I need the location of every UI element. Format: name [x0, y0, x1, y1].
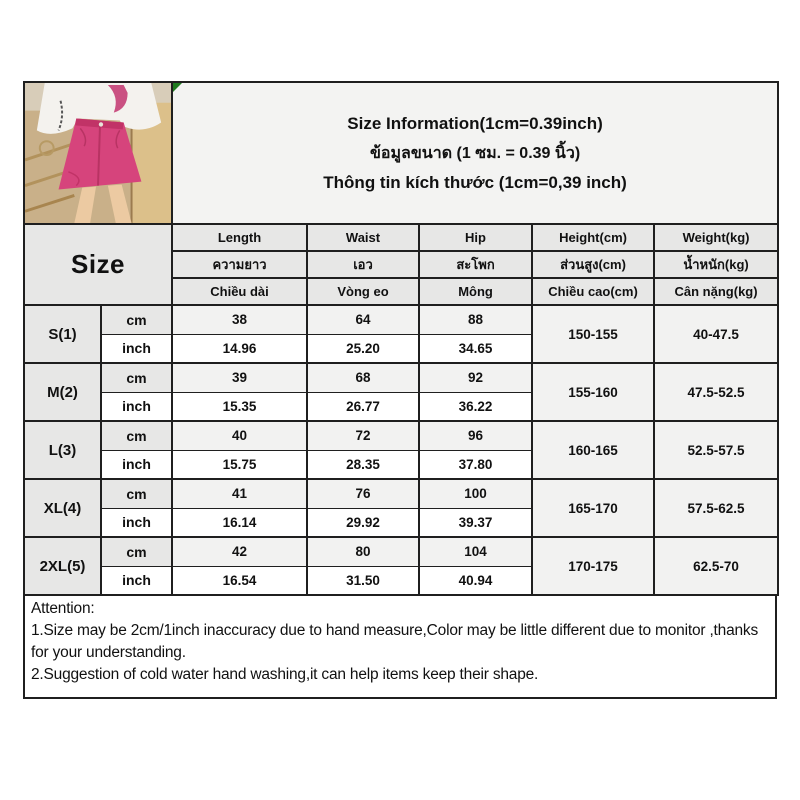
col-header-length-vi: Chiều dài [172, 278, 307, 305]
product-photo-cell [24, 82, 172, 224]
xl-height-range: 165-170 [532, 479, 654, 537]
size-label-s: S(1) [24, 305, 101, 363]
title-english: Size Information(1cm=0.39inch) [347, 113, 603, 133]
2xl-weight-range: 62.5-70 [654, 537, 778, 595]
product-photo [25, 83, 171, 223]
s-hip-inch: 34.65 [419, 334, 532, 363]
title-vietnamese: Thông tin kích thước (1cm=0,39 inch) [323, 172, 627, 192]
col-header-height-vi: Chiều cao(cm) [532, 278, 654, 305]
xl-hip-inch: 39.37 [419, 508, 532, 537]
2xl-waist-cm: 80 [307, 537, 419, 566]
col-header-length-en: Length [172, 224, 307, 251]
size-info-title [172, 82, 778, 224]
2xl-length-inch: 16.54 [172, 566, 307, 595]
col-header-hip-en: Hip [419, 224, 532, 251]
header-row-english [24, 224, 778, 251]
title-thai: ข้อมูลขนาด (1 ซม. = 0.39 นิ้ว) [369, 144, 581, 162]
unit-cm-l: cm [101, 421, 172, 450]
l-weight-range: 52.5-57.5 [654, 421, 778, 479]
size-label-xl: XL(4) [24, 479, 101, 537]
l-hip-inch: 37.80 [419, 450, 532, 479]
unit-inch-m: inch [101, 392, 172, 421]
m-weight-range: 47.5-52.5 [654, 363, 778, 421]
m-hip-inch: 36.22 [419, 392, 532, 421]
m-length-cm: 39 [172, 363, 307, 392]
attention-note-2: 2.Suggestion of cold water hand washing,it can help items keep their shape. [31, 666, 539, 684]
l-height-range: 160-165 [532, 421, 654, 479]
m-waist-inch: 26.77 [307, 392, 419, 421]
size-label-m: M(2) [24, 363, 101, 421]
m-height-range: 155-160 [532, 363, 654, 421]
unit-cm-m: cm [101, 363, 172, 392]
col-header-weight-en: Weight(kg) [654, 224, 778, 251]
col-header-height-en: Height(cm) [532, 224, 654, 251]
table-row-2xl-cm [24, 537, 778, 566]
s-length-inch: 14.96 [172, 334, 307, 363]
col-header-waist-en: Waist [307, 224, 419, 251]
xl-length-cm: 41 [172, 479, 307, 508]
unit-inch-2xl: inch [101, 566, 172, 595]
l-length-inch: 15.75 [172, 450, 307, 479]
unit-cm-xl: cm [101, 479, 172, 508]
col-header-weight-th: น้ำหนัก(kg) [654, 251, 778, 278]
unit-inch-xl: inch [101, 508, 172, 537]
xl-waist-inch: 29.92 [307, 508, 419, 537]
m-length-inch: 15.35 [172, 392, 307, 421]
2xl-height-range: 170-175 [532, 537, 654, 595]
l-waist-cm: 72 [307, 421, 419, 450]
m-hip-cm: 92 [419, 363, 532, 392]
size-label-l: L(3) [24, 421, 101, 479]
col-header-length-th: ความยาว [172, 251, 307, 278]
s-weight-range: 40-47.5 [654, 305, 778, 363]
s-length-cm: 38 [172, 305, 307, 334]
l-length-cm: 40 [172, 421, 307, 450]
col-header-hip-vi: Mông [419, 278, 532, 305]
size-column-header: Size [24, 224, 172, 305]
l-hip-cm: 96 [419, 421, 532, 450]
table-row-l-cm [24, 421, 778, 450]
attention-note-1: 1.Size may be 2cm/1inch inaccuracy due to hand measure,Color may be little different due to monitor ,thanks for your understanding. [31, 622, 759, 662]
col-header-waist-th: เอว [307, 251, 419, 278]
col-header-height-th: ส่วนสูง(cm) [532, 251, 654, 278]
s-height-range: 150-155 [532, 305, 654, 363]
unit-inch-s: inch [101, 334, 172, 363]
s-waist-cm: 64 [307, 305, 419, 334]
2xl-length-cm: 42 [172, 537, 307, 566]
col-header-hip-th: สะโพก [419, 251, 532, 278]
s-waist-inch: 25.20 [307, 334, 419, 363]
xl-length-inch: 16.14 [172, 508, 307, 537]
size-label-2xl: 2XL(5) [24, 537, 101, 595]
table-row-s-cm [24, 305, 778, 334]
2xl-hip-cm: 104 [419, 537, 532, 566]
title-row [24, 82, 778, 224]
attention-notes [23, 594, 777, 699]
l-waist-inch: 28.35 [307, 450, 419, 479]
xl-waist-cm: 76 [307, 479, 419, 508]
corner-marker-icon [173, 83, 182, 92]
2xl-waist-inch: 31.50 [307, 566, 419, 595]
table-row-xl-cm [24, 479, 778, 508]
attention-heading: Attention: [31, 600, 95, 618]
unit-inch-l: inch [101, 450, 172, 479]
col-header-waist-vi: Vòng eo [307, 278, 419, 305]
2xl-hip-inch: 40.94 [419, 566, 532, 595]
xl-hip-cm: 100 [419, 479, 532, 508]
size-chart-sheet [23, 81, 777, 699]
xl-weight-range: 57.5-62.5 [654, 479, 778, 537]
m-waist-cm: 68 [307, 363, 419, 392]
s-hip-cm: 88 [419, 305, 532, 334]
col-header-weight-vi: Cân nặng(kg) [654, 278, 778, 305]
table-row-m-cm [24, 363, 778, 392]
unit-cm-2xl: cm [101, 537, 172, 566]
unit-cm-s: cm [101, 305, 172, 334]
size-table [23, 81, 779, 596]
